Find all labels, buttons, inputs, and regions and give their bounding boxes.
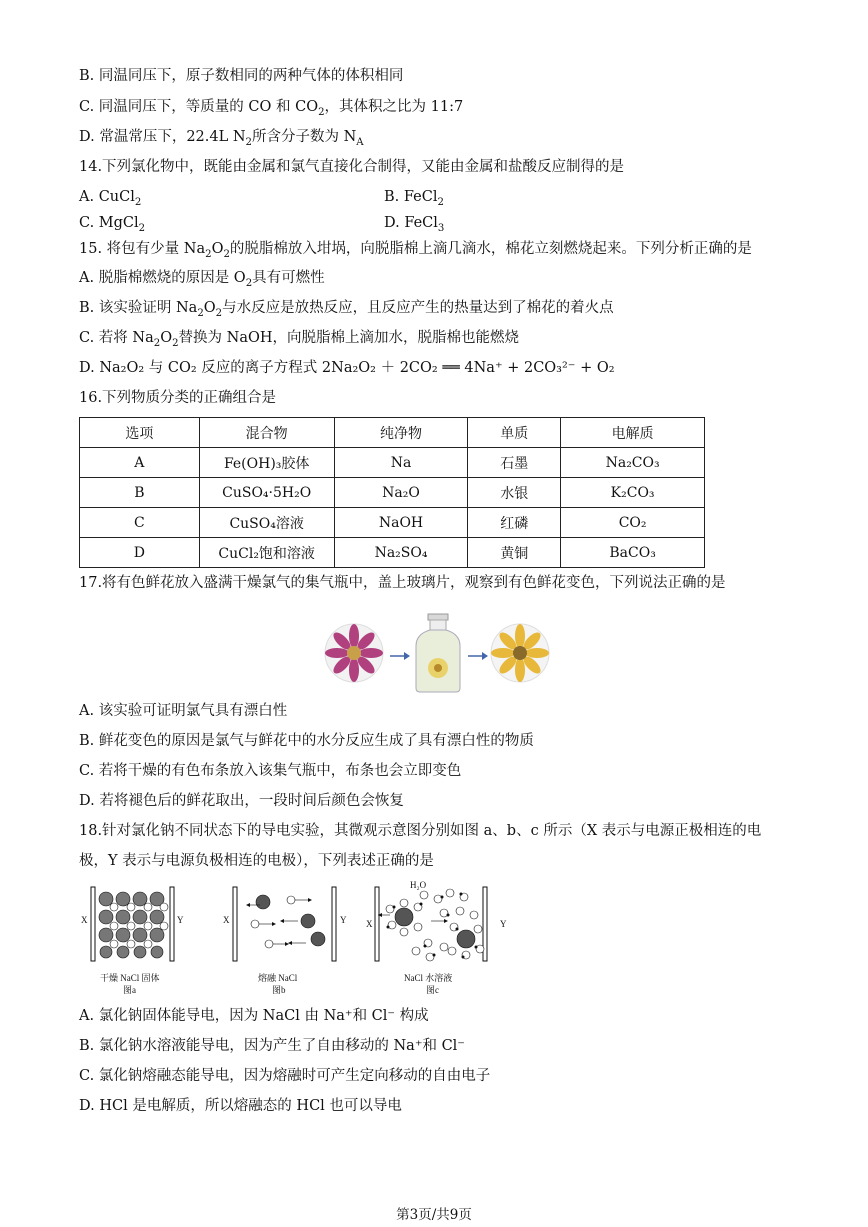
- table-cell: 石墨: [468, 448, 561, 478]
- electrode-x-label: X: [81, 915, 88, 925]
- electrode-y-label: Y: [500, 919, 507, 929]
- flower-experiment-figure: [322, 612, 552, 694]
- table-cell: A: [80, 448, 200, 478]
- q14-option-a: A. CuCl$_2$: [79, 189, 142, 208]
- q13-option-c: C. 同温同压下，等质量的 CO 和 $CO_2$，其体积之比为 11:7: [79, 99, 464, 118]
- table-cell: CuSO₄溶液: [199, 508, 334, 538]
- q14-option-c: C. MgCl$_2$: [79, 215, 146, 234]
- table-header: 电解质: [561, 418, 705, 448]
- figure-c-solution: [366, 880, 507, 995]
- figure-a-solid: [81, 887, 184, 995]
- electrode-x-label: X: [223, 915, 230, 925]
- q17-option-a: A. 该实验可证明氯气具有漂白性: [79, 703, 288, 719]
- table-cell: 水银: [468, 478, 561, 508]
- table-header: 纯净物: [334, 418, 468, 448]
- q15-option-a: A. 脱脂棉燃烧的原因是 $O_2$具有可燃性: [79, 270, 325, 289]
- table-cell: CO₂: [561, 508, 705, 538]
- arrow-right-icon: [468, 652, 488, 660]
- table-row: [80, 448, 705, 478]
- figure-a-label: 图a: [123, 985, 136, 995]
- table-row: [80, 538, 705, 568]
- purple-flower-image: [325, 624, 383, 682]
- q18-stem-line1: 18.针对氯化钠不同状态下的导电实验，其微观示意图分别如图 a、b、c 所示（X 表示与电源正极相连的电: [79, 823, 762, 839]
- table-header: 单质: [468, 418, 561, 448]
- q18-option-b: B. 氯化钠水溶液能导电，因为产生了自由移动的 Na⁺和 Cl⁻: [79, 1038, 465, 1054]
- figure-b-caption: 熔融 NaCl: [258, 973, 298, 983]
- table-header-row: [80, 418, 705, 448]
- electrode-y-label: Y: [340, 915, 347, 925]
- table-cell: B: [80, 478, 200, 508]
- table-cell: Fe(OH)₃胶体: [199, 448, 334, 478]
- water-label: H₂O: [410, 880, 427, 890]
- table-cell: Na: [334, 448, 468, 478]
- q17-stem: 17.将有色鲜花放入盛满干燥氯气的集气瓶中，盖上玻璃片，观察到有色鲜花变色，下列说法正确的是: [79, 575, 726, 591]
- figure-b-molten: [223, 887, 347, 995]
- figure-b-label: 图b: [272, 985, 286, 995]
- bleached-flower-image: [491, 624, 549, 682]
- table-row: [80, 508, 705, 538]
- q18-option-c: C. 氯化钠熔融态能导电，因为熔融时可产生定向移动的自由电子: [79, 1068, 491, 1084]
- table-cell: Na₂CO₃: [561, 448, 705, 478]
- q15-stem: 15. 将包有少量 $Na_2O_2$的脱脂棉放入坩埚，向脱脂棉上滴几滴水，棉花立刻燃烧起来。下列分析正确的是: [79, 241, 752, 260]
- q18-stem-line2: 极，Y 表示与电源负极相连的电极），下列表述正确的是: [79, 853, 434, 869]
- q17-option-d: D. 若将褪色后的鲜花取出，一段时间后颜色会恢复: [79, 793, 404, 809]
- table-cell: 红磷: [468, 508, 561, 538]
- table-cell: C: [80, 508, 200, 538]
- electrode-x-label: X: [366, 919, 373, 929]
- q18-option-a: A. 氯化钠固体能导电，因为 NaCl 由 Na⁺和 Cl⁻ 构成: [79, 1008, 429, 1024]
- q16-stem: 16.下列物质分类的正确组合是: [79, 390, 277, 406]
- electrode-y-label: Y: [177, 915, 184, 925]
- q17-option-b: B. 鲜花变色的原因是氯气与鲜花中的水分反应生成了具有漂白性的物质: [79, 733, 534, 749]
- q15-option-c: C. 若将 $Na_2O_2$替换为 NaOH，向脱脂棉上滴加水，脱脂棉也能燃烧: [79, 330, 520, 349]
- gas-jar-image: [416, 614, 460, 692]
- table-cell: CuSO₄·5H₂O: [199, 478, 334, 508]
- table-cell: Na₂O: [334, 478, 468, 508]
- q15-option-d: D. Na₂O₂ 与 CO₂ 反应的离子方程式 2Na₂O₂ ＋ 2CO₂ ══ 4Na⁺ + 2CO₃²⁻ + O₂: [79, 360, 615, 376]
- q18-option-d: D. HCl 是电解质，所以熔融态的 HCl 也可以导电: [79, 1098, 402, 1114]
- figure-a-caption: 干燥 NaCl 固体: [100, 973, 160, 983]
- nacl-conduction-figure: [78, 877, 518, 997]
- q15-option-b: B. 该实验证明 $Na_2O_2$与水反应是放热反应，且反应产生的热量达到了棉花的着火点: [79, 300, 614, 319]
- arrow-right-icon: [390, 652, 410, 660]
- page-footer: 第3页/共9页: [396, 1207, 472, 1223]
- table-cell: K₂CO₃: [561, 478, 705, 508]
- q14-option-d: D. FeCl$_3$: [384, 215, 445, 234]
- classification-table: [79, 417, 705, 568]
- table-cell: BaCO₃: [561, 538, 705, 568]
- q13-option-b: B. 同温同压下，原子数相同的两种气体的体积相同: [79, 68, 404, 84]
- q14-stem: 14.下列氯化物中，既能由金属和氯气直接化合制得，又能由金属和盐酸反应制得的是: [79, 159, 625, 175]
- figure-c-caption: NaCl 水溶液: [404, 973, 453, 983]
- q14-option-b: B. FeCl$_2$: [384, 189, 444, 208]
- table-cell: D: [80, 538, 200, 568]
- q17-option-c: C. 若将干燥的有色布条放入该集气瓶中，布条也会立即变色: [79, 763, 462, 779]
- table-header: 混合物: [199, 418, 334, 448]
- table-header: 选项: [80, 418, 200, 448]
- figure-c-label: 图c: [426, 985, 439, 995]
- table-cell: Na₂SO₄: [334, 538, 468, 568]
- table-cell: 黄铜: [468, 538, 561, 568]
- q13-option-d: D. 常温常压下，22.4L $N_2$所含分子数为 $N_A$: [79, 129, 364, 148]
- table-row: [80, 478, 705, 508]
- table-cell: CuCl₂饱和溶液: [199, 538, 334, 568]
- table-cell: NaOH: [334, 508, 468, 538]
